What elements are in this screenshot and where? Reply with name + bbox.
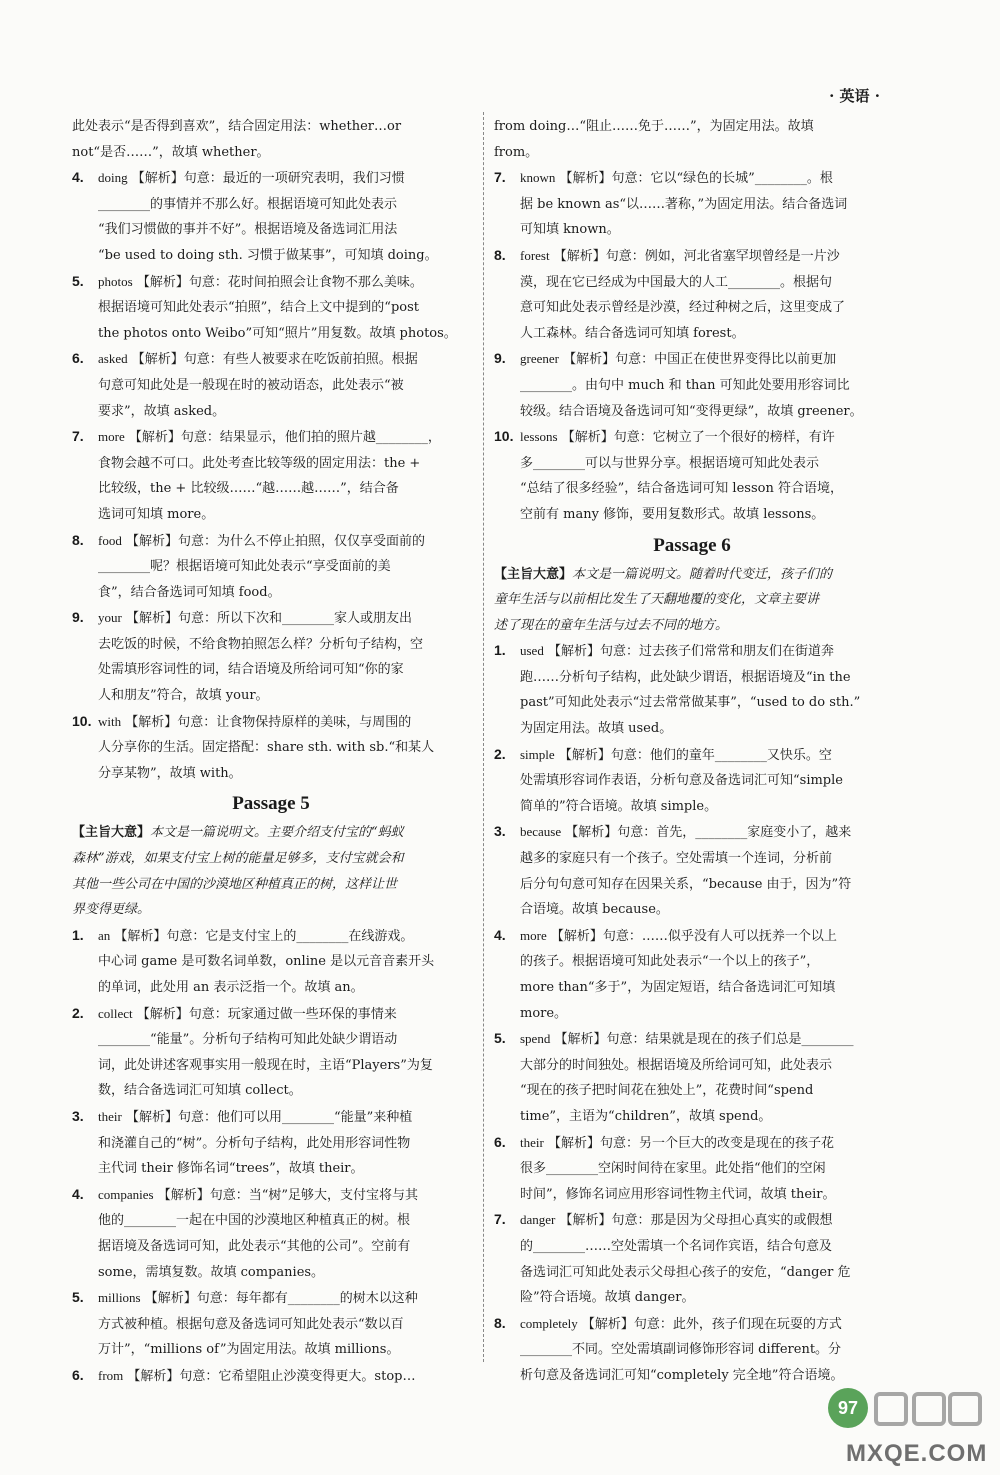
answer-word: an bbox=[98, 927, 111, 943]
summary-text: 本文是一篇说明文。主要介绍支付宝的“蚂蚁 bbox=[150, 825, 404, 841]
item-first-line bbox=[98, 1285, 470, 1312]
analysis-line: 的________……空处需填一个名词作宾语，结合句意及 bbox=[520, 1238, 833, 1254]
item-first-line bbox=[98, 1363, 470, 1390]
item-first-line bbox=[520, 1026, 890, 1053]
answer-item bbox=[72, 1363, 470, 1390]
answer-word: spend bbox=[520, 1031, 551, 1047]
summary-line bbox=[72, 872, 470, 898]
item-number: 5. bbox=[72, 272, 84, 289]
answer-item bbox=[72, 528, 470, 606]
answer-word: companies bbox=[98, 1186, 154, 1202]
answer-item bbox=[72, 1182, 470, 1285]
analysis-text: 【解析】句意：那是因为父母担心真实的或假想 bbox=[559, 1213, 833, 1229]
analysis-text: 【解析】句意：中国正在使世界变得比以前更加 bbox=[563, 352, 837, 368]
analysis-text: 【解析】句意：花时间拍照会让食物不那么美味。 bbox=[136, 274, 423, 290]
analysis-line: 去吃饭的时候，不给食物拍照怎么样？分析句子结构，空 bbox=[98, 636, 424, 652]
answer-word: more bbox=[520, 927, 547, 943]
continued-text-line: not“是否……”，故填 whether。 bbox=[72, 144, 270, 160]
analysis-line: 万计”，“millions of”为固定用法。故填 millions。 bbox=[98, 1342, 400, 1358]
answer-item bbox=[72, 923, 470, 1001]
item-number: 5. bbox=[494, 1030, 506, 1047]
analysis-line: 的孩子。根据语境可知此处表示“一个以上的孩子”， bbox=[520, 954, 820, 970]
analysis-text: 【解析】句意：当“树”足够大，支付宝将与其 bbox=[157, 1187, 419, 1203]
answer-item bbox=[72, 424, 470, 527]
analysis-line: the photos onto Weibo”可知“照片”用复数。故填 photos。 bbox=[98, 325, 457, 341]
analysis-line: 要求”，故填 asked。 bbox=[98, 403, 226, 419]
analysis-line: ________呢？根据语境可知此处表示“享受面前的美 bbox=[98, 559, 391, 575]
analysis-line: 处需填形容词性的词，结合语境及所给词可知“你的家 bbox=[98, 662, 404, 678]
analysis-line: 可知填 known。 bbox=[520, 222, 620, 238]
item-first-line bbox=[520, 638, 890, 665]
analysis-text: 【解析】句意：每年都有________的树木以这种 bbox=[144, 1291, 418, 1307]
answer-word: simple bbox=[520, 746, 555, 762]
answer-word: collect bbox=[98, 1005, 133, 1021]
analysis-line: ________的事情并不那么好。根据语境可知此处表示 bbox=[98, 196, 398, 212]
summary-line bbox=[72, 897, 470, 923]
answer-word: doing bbox=[98, 170, 128, 186]
item-first-line bbox=[98, 709, 470, 736]
answer-word: with bbox=[98, 713, 122, 729]
summary-tag: 【主旨大意】 bbox=[494, 566, 573, 582]
analysis-text: 【解析】句意：……似乎没有人可以抚养一个以上 bbox=[550, 928, 837, 944]
item-number: 10. bbox=[72, 712, 92, 729]
item-number: 3. bbox=[72, 1107, 84, 1124]
item-number: 4. bbox=[72, 1185, 84, 1202]
item-first-line bbox=[520, 1311, 890, 1338]
item-number: 2. bbox=[72, 1004, 84, 1021]
item-first-line bbox=[520, 923, 890, 950]
answer-word: known bbox=[520, 170, 556, 186]
analysis-line: 险”符合语境。故填 danger。 bbox=[520, 1290, 695, 1306]
answer-word: from bbox=[98, 1367, 124, 1383]
item-first-line bbox=[520, 243, 890, 270]
left-column bbox=[72, 114, 470, 1390]
answer-item bbox=[494, 243, 890, 346]
item-number: 7. bbox=[72, 428, 84, 445]
analysis-line: 人分享你的生活。固定搭配：share sth. with sb.“和某人 bbox=[98, 740, 435, 756]
item-number: 1. bbox=[494, 642, 506, 659]
item-first-line bbox=[98, 923, 470, 950]
answer-item bbox=[72, 1104, 470, 1182]
passage-title: Passage 5 bbox=[232, 793, 310, 815]
analysis-text: 【解析】句意：最近的一项研究表明，我们习惯 bbox=[131, 171, 405, 187]
item-number: 9. bbox=[72, 609, 84, 626]
answer-word: greener bbox=[520, 351, 559, 367]
item-first-line bbox=[520, 1207, 890, 1234]
answer-item bbox=[494, 1311, 890, 1389]
answer-item bbox=[494, 742, 890, 820]
analysis-text: 【解析】句意：让食物保持原样的美味，与周围的 bbox=[125, 714, 412, 730]
analysis-line: past”可知此处表示“过去常常做某事”，“used to do sth.” bbox=[520, 695, 861, 711]
answer-word: used bbox=[520, 643, 544, 659]
summary-line bbox=[494, 613, 890, 639]
item-number: 7. bbox=[494, 169, 506, 186]
continued-text-line: from doing…“阻止……免于……”，为固定用法。故填 bbox=[494, 119, 814, 134]
item-first-line bbox=[98, 424, 470, 451]
summary-text: 界变得更绿。 bbox=[72, 902, 151, 918]
answer-word: because bbox=[520, 824, 562, 840]
analysis-line: 根据语境可知此处表示“拍照”，结合上文中提到的“post bbox=[98, 300, 419, 316]
summary-text: 童年生活与以前相比发生了天翻地覆的变化，文章主要讲 bbox=[494, 592, 820, 608]
answer-item bbox=[494, 1130, 890, 1208]
answer-word: danger bbox=[520, 1212, 556, 1228]
analysis-text: 【解析】句意：它以“绿色的长城”________。根 bbox=[559, 171, 833, 187]
item-first-line bbox=[98, 165, 470, 192]
analysis-line: time”，主语为“children”，故填 spend。 bbox=[520, 1108, 772, 1124]
item-number: 5. bbox=[72, 1289, 84, 1306]
analysis-text: 【解析】句意：它是支付宝上的________在线游戏。 bbox=[114, 928, 414, 944]
summary-tag: 【主旨大意】 bbox=[72, 825, 151, 841]
item-number: 2. bbox=[494, 745, 506, 762]
answer-item bbox=[494, 819, 890, 922]
analysis-line: 时间”，修饰名词应用形容词性物主代词，故填 their。 bbox=[520, 1186, 836, 1202]
analysis-line: 比较级，the + 比较级……“越……越……”，结合备 bbox=[98, 481, 399, 497]
analysis-line: 后分句句意可知存在因果关系，“because 由于，因为”符 bbox=[520, 876, 852, 892]
analysis-line: 多________可以与世界分享。根据语境可知此处表示 bbox=[520, 455, 820, 471]
analysis-line: 据 be known as“以……著称，”为固定用法。结合备选词 bbox=[520, 196, 848, 212]
summary-text: 本文是一篇说明文。随着时代变迁，孩子们的 bbox=[572, 566, 833, 582]
analysis-line: 的单词，此处用 an 表示泛指一个。故填 an。 bbox=[98, 980, 364, 995]
answer-item bbox=[72, 1285, 470, 1363]
item-first-line bbox=[98, 605, 470, 632]
item-number: 4. bbox=[494, 926, 506, 943]
summary-text: 森林”游戏，如果支付宝上树的能量足够多，支付宝就会和 bbox=[72, 851, 404, 867]
analysis-text: 【解析】句意：它希望阻止沙漠变得更大。stop… bbox=[127, 1368, 416, 1384]
analysis-line: ________“能量”。分析句子结构可知此处缺少谓语动 bbox=[98, 1032, 398, 1048]
answer-word: photos bbox=[98, 273, 133, 289]
continued-text-line: from。 bbox=[494, 144, 539, 160]
item-number: 6. bbox=[72, 350, 84, 367]
summary-line bbox=[494, 562, 890, 588]
answer-word: their bbox=[520, 1134, 544, 1150]
answer-word: their bbox=[98, 1108, 122, 1124]
answer-word: food bbox=[98, 532, 122, 548]
answer-item bbox=[494, 424, 890, 527]
item-number: 3. bbox=[494, 823, 506, 840]
analysis-text: 【解析】句意：此外，孩子们现在玩耍的方式 bbox=[581, 1316, 842, 1332]
answer-item bbox=[72, 165, 470, 268]
analysis-line: 人工森林。结合备选词可知填 forest。 bbox=[520, 325, 745, 341]
analysis-line: more than“多于”，为固定短语，结合备选词汇可知填 bbox=[520, 980, 836, 995]
item-first-line bbox=[520, 819, 890, 846]
item-number: 8. bbox=[72, 531, 84, 548]
answer-item bbox=[72, 605, 470, 708]
analysis-line: 和浇灌自己的“树”。分析句子结构，此处用形容词性物 bbox=[98, 1135, 411, 1151]
item-first-line bbox=[98, 1104, 470, 1131]
answer-item bbox=[494, 1026, 890, 1129]
item-number: 10. bbox=[494, 428, 514, 445]
item-first-line bbox=[98, 1182, 470, 1209]
item-first-line bbox=[98, 1001, 470, 1028]
analysis-line: 析句意及备选词汇可知“completely 完全地”符合语境。 bbox=[520, 1367, 844, 1383]
passage-title: Passage 6 bbox=[653, 534, 731, 556]
analysis-line: 处需填形容词作表语，分析句意及备选词汇可知“simple bbox=[520, 773, 843, 789]
answer-item bbox=[494, 638, 890, 741]
watermark-url: MXQE.COM bbox=[846, 1440, 988, 1467]
analysis-line: some，需填复数。故填 companies。 bbox=[98, 1264, 325, 1280]
analysis-text: 【解析】句意：结果就是现在的孩子们总是________ bbox=[554, 1032, 854, 1048]
right-column bbox=[494, 114, 890, 1389]
answer-word: millions bbox=[98, 1290, 141, 1306]
item-number: 9. bbox=[494, 350, 506, 367]
analysis-text: 【解析】句意：过去孩子们常常和朋友们在街道奔 bbox=[547, 644, 834, 660]
answer-item bbox=[494, 923, 890, 1026]
analysis-text: 【解析】句意：它树立了一个很好的榜样，有许 bbox=[561, 430, 835, 446]
analysis-line: 句意可知此处是一般现在时的被动语态，此处表示“被 bbox=[98, 377, 404, 393]
analysis-line: “be used to doing sth. 习惯于做某事”，可知填 doing。 bbox=[98, 247, 438, 263]
item-number: 4. bbox=[72, 169, 84, 186]
analysis-line: 简单的”符合语境。故填 simple。 bbox=[520, 798, 718, 814]
item-number: 7. bbox=[494, 1211, 506, 1228]
item-first-line bbox=[520, 346, 890, 373]
analysis-text: 【解析】句意：首先，________家庭变小了，越来 bbox=[565, 825, 852, 841]
continued-text-line: 此处表示“是否得到喜欢”，结合固定用法：whether…or bbox=[72, 119, 402, 134]
analysis-text: 【解析】句意：玩家通过做一些环保的事情来 bbox=[136, 1006, 397, 1022]
summary-line bbox=[494, 587, 890, 613]
answer-item bbox=[494, 1207, 890, 1310]
analysis-text: 【解析】句意：例如，河北省塞罕坝曾经是一片沙 bbox=[553, 248, 840, 264]
analysis-text: 【解析】句意：有些人被要求在吃饭前拍照。根据 bbox=[131, 352, 418, 368]
analysis-line: ________。由句中 much 和 than 可知此处要用形容词比 bbox=[520, 377, 850, 393]
answer-item bbox=[494, 346, 890, 424]
item-number: 6. bbox=[494, 1133, 506, 1150]
analysis-line: 很多________空闲时间待在家里。此处指“他们的空闲 bbox=[520, 1161, 826, 1177]
analysis-line: “我们习惯做的事并不好”。根据语境及备选词汇用法 bbox=[98, 222, 398, 238]
analysis-line: “总结了很多经验”，结合备选词可知 lesson 符合语境， bbox=[520, 481, 843, 497]
analysis-text: 【解析】句意：另一个巨大的改变是现在的孩子花 bbox=[547, 1135, 834, 1151]
item-first-line bbox=[520, 742, 890, 769]
analysis-line: 数，结合备选词汇可知填 collect。 bbox=[98, 1083, 302, 1099]
answer-word: lessons bbox=[520, 429, 558, 445]
item-number: 1. bbox=[72, 926, 84, 943]
answer-word: forest bbox=[520, 247, 550, 263]
analysis-text: 【解析】句意：结果显示，他们拍的照片越________， bbox=[128, 430, 441, 446]
analysis-line: 越多的家庭只有一个孩子。空处需填一个连词，分析前 bbox=[520, 851, 833, 867]
analysis-line: 漠，现在它已经成为中国最大的人工________。根据句 bbox=[520, 274, 833, 290]
analysis-line: 他的________一起在中国的沙漠地区种植真正的树。根 bbox=[98, 1213, 411, 1229]
answer-word: asked bbox=[98, 351, 128, 367]
analysis-line: 选词可知填 more。 bbox=[98, 506, 215, 522]
subject-header: · 英语 · bbox=[829, 87, 880, 105]
answer-word: your bbox=[98, 610, 122, 626]
analysis-line: 据语境及备选词可知，此处表示“其他的公司”。空前有 bbox=[98, 1238, 411, 1254]
analysis-text: 【解析】句意：他们的童年________又快乐。空 bbox=[558, 747, 832, 763]
item-first-line bbox=[520, 424, 890, 451]
item-number: 8. bbox=[494, 246, 506, 263]
analysis-line: 合语境。故填 because。 bbox=[520, 902, 669, 918]
answer-item bbox=[494, 165, 890, 243]
analysis-line: 大部分的时间独处。根据语境及所给词可知，此处表示 bbox=[520, 1057, 833, 1073]
item-first-line bbox=[520, 165, 890, 192]
analysis-line: “现在的孩子把时间花在独处上”，花费时间“spend bbox=[520, 1083, 814, 1099]
analysis-line: 为固定用法。故填 used。 bbox=[520, 721, 673, 737]
column-divider bbox=[483, 112, 484, 1362]
item-number: 8. bbox=[494, 1314, 506, 1331]
analysis-text: 【解析】句意：他们可以用________“能量”来种植 bbox=[125, 1109, 413, 1125]
analysis-line: 较级。结合语境及备选词可知“变得更绿”，故填 greener。 bbox=[520, 403, 863, 419]
summary-line bbox=[72, 820, 470, 846]
answer-item bbox=[72, 1001, 470, 1104]
analysis-line: 备选词汇可知此处表示父母担心孩子的安危，“danger 危 bbox=[520, 1264, 851, 1280]
analysis-line: 词，此处讲述客观事实用一般现在时，主语“Players”为复 bbox=[98, 1057, 433, 1073]
analysis-line: 人和朋友”符合，故填 your。 bbox=[98, 688, 269, 704]
analysis-text: 【解析】句意：所以下次和________家人或朋友出 bbox=[125, 611, 412, 627]
summary-line bbox=[72, 846, 470, 872]
analysis-line: 空前有 many 修饰，要用复数形式。故填 lessons。 bbox=[520, 506, 825, 522]
analysis-line: 食物会越不可口。此处考查比较等级的固定用法：the + bbox=[98, 455, 421, 471]
analysis-line: 分享某物”，故填 with。 bbox=[98, 765, 242, 781]
summary-text: 述了现在的童年生活与过去不同的地方。 bbox=[494, 617, 729, 633]
analysis-line: 主代词 their 修饰名词“trees”，故填 their。 bbox=[98, 1161, 364, 1177]
analysis-line: 中心词 game 是可数名词单数，online 是以元音音素开头 bbox=[98, 954, 435, 970]
answer-word: completely bbox=[520, 1315, 578, 1331]
analysis-line: 意可知此处表示曾经是沙漠，经过种树之后，这里变成了 bbox=[520, 300, 846, 316]
item-first-line bbox=[520, 1130, 890, 1157]
analysis-line: ________不同。空处需填副词修饰形容词 different。分 bbox=[520, 1342, 842, 1358]
item-first-line bbox=[98, 346, 470, 373]
answer-word: more bbox=[98, 429, 125, 445]
analysis-line: 食”，结合备选词可知填 food。 bbox=[98, 584, 281, 600]
analysis-line: more。 bbox=[520, 1005, 568, 1021]
analysis-text: 【解析】句意：为什么不停止拍照，仅仅享受面前的 bbox=[125, 533, 425, 549]
item-first-line bbox=[98, 269, 470, 296]
item-number: 6. bbox=[72, 1366, 84, 1383]
analysis-line: 方式被种植。根据句意及备选词可知此处表示“数以百 bbox=[98, 1316, 404, 1332]
page-number: 97 bbox=[828, 1388, 868, 1428]
item-first-line bbox=[98, 528, 470, 555]
answer-item bbox=[72, 346, 470, 424]
answer-item bbox=[72, 269, 470, 347]
analysis-line: 跑……分析句子结构，此处缺少谓语，根据语境及“in the bbox=[520, 669, 851, 685]
summary-text: 其他一些公司在中国的沙漠地区种植真正的树，这样让世 bbox=[72, 876, 398, 892]
answer-item bbox=[72, 709, 470, 787]
